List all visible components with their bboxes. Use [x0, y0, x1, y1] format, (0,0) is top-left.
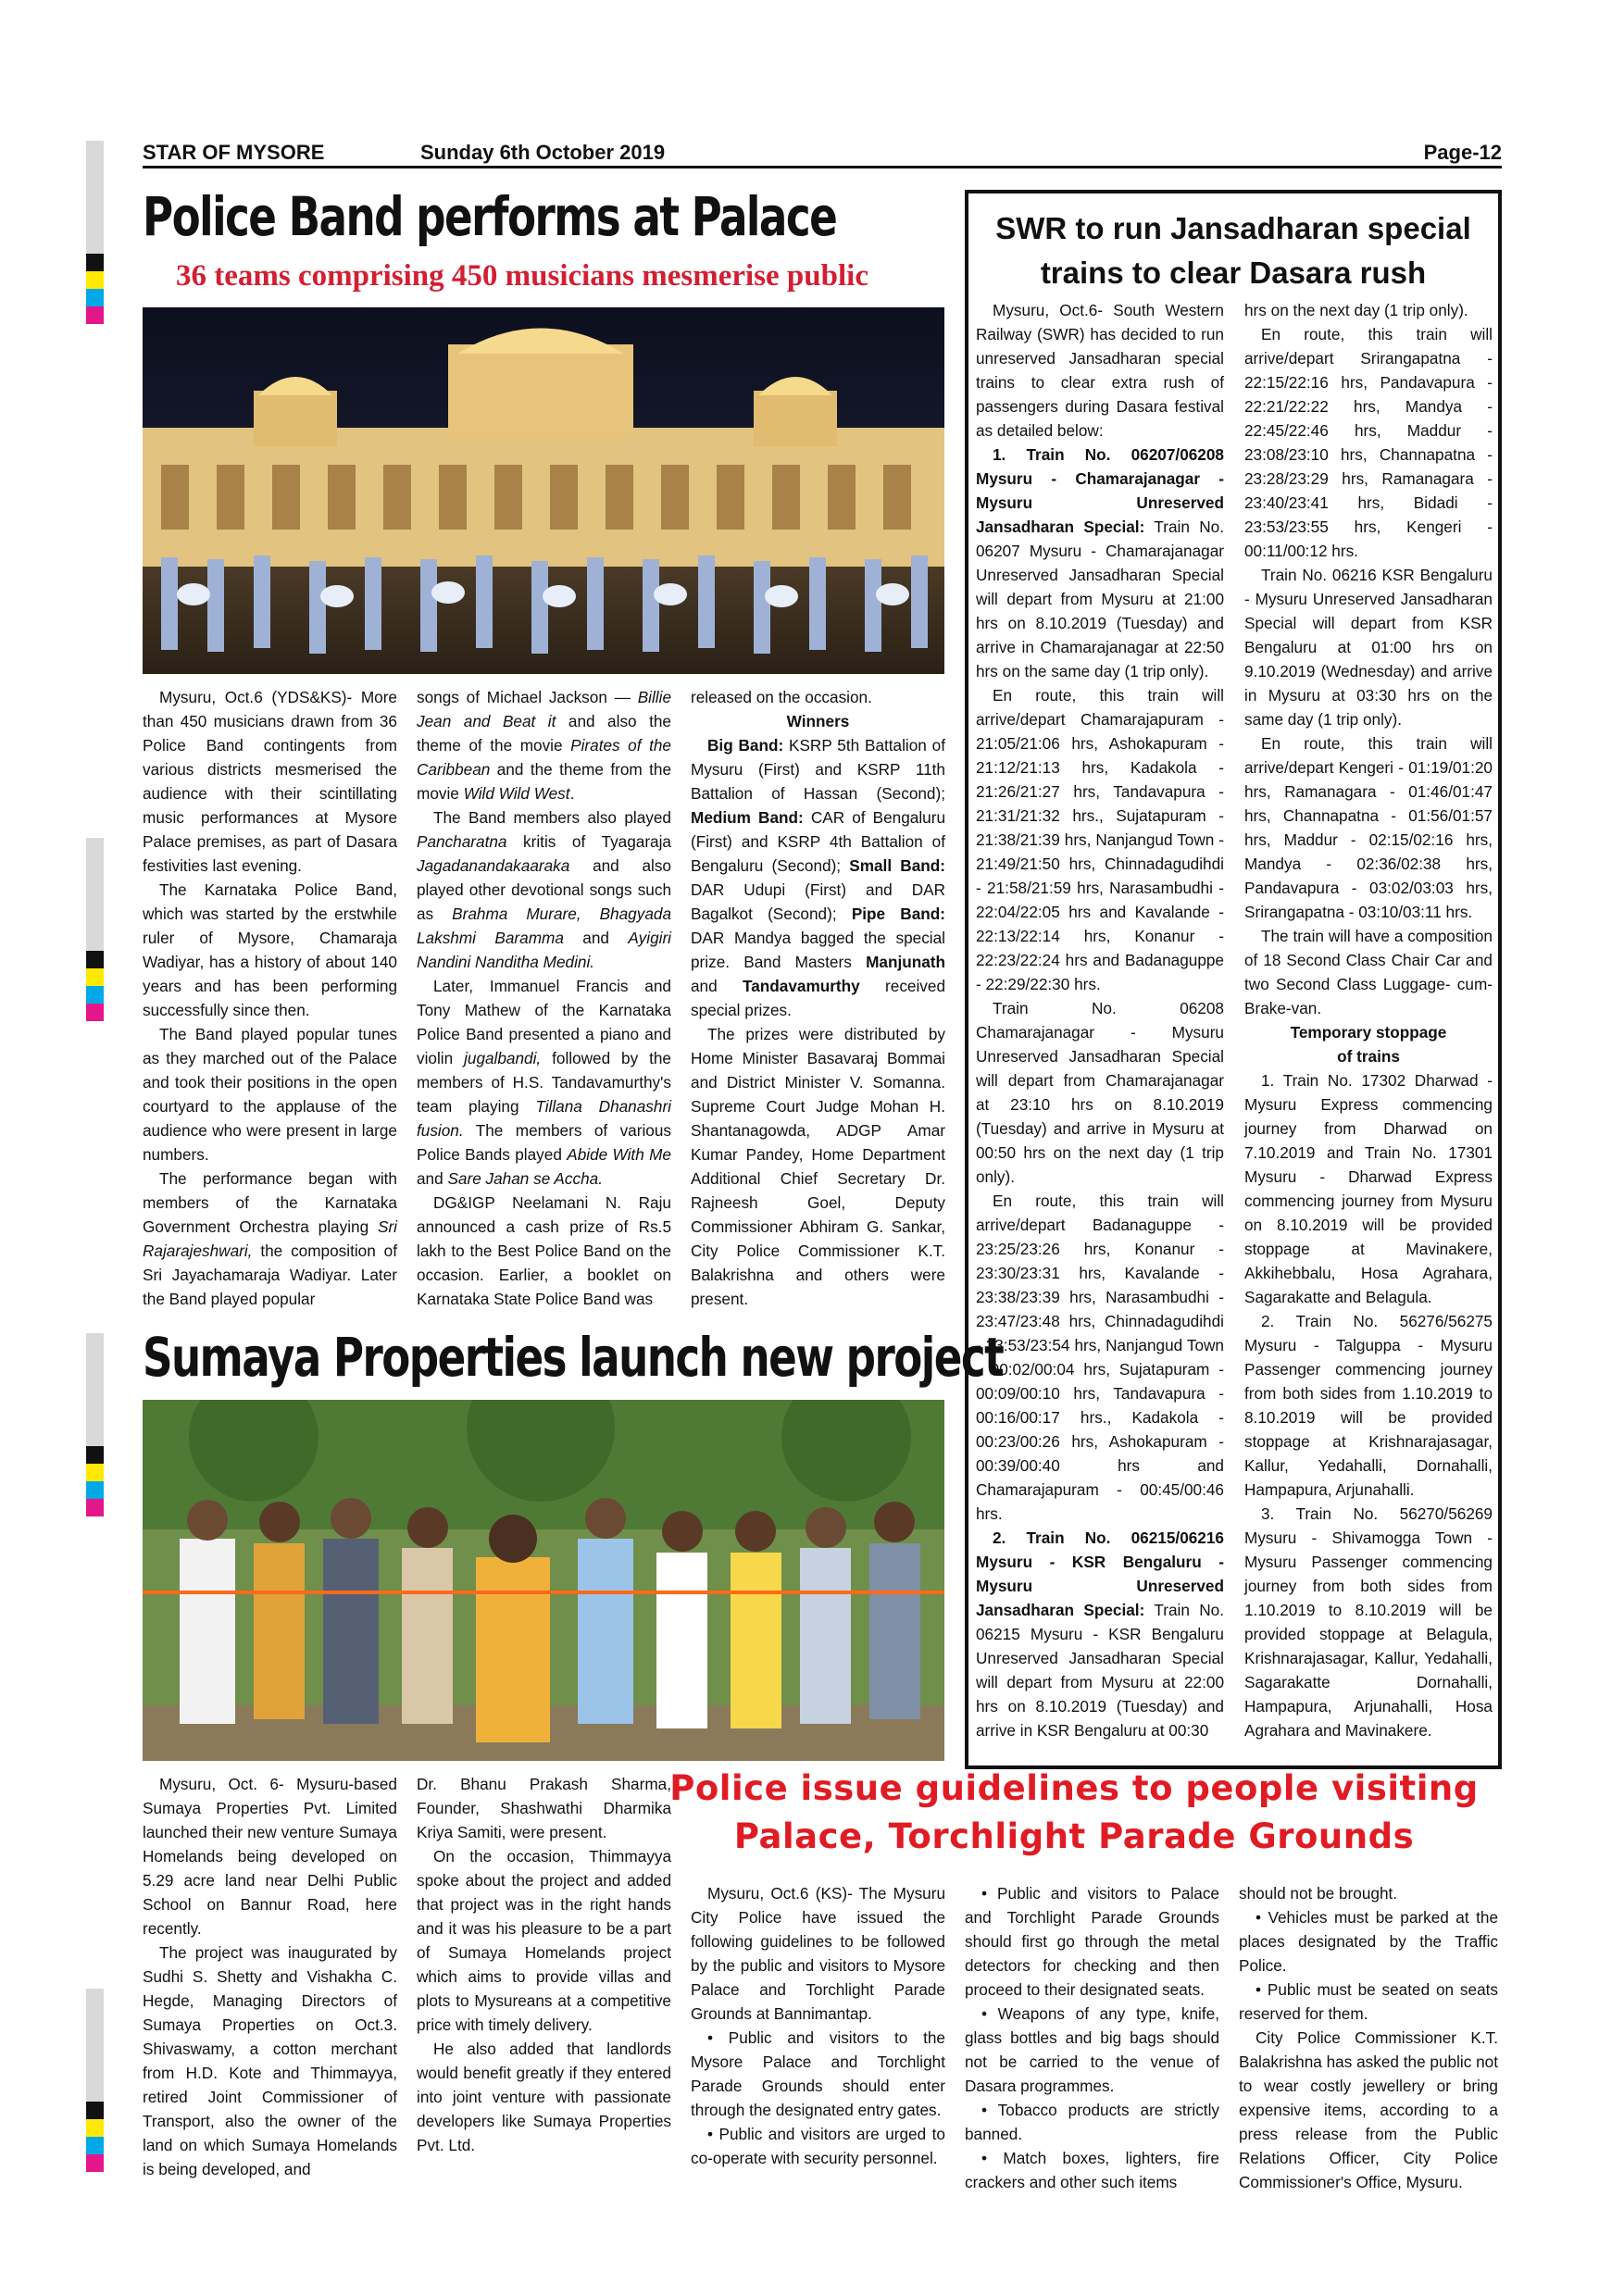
- winners-heading: Winners: [786, 712, 850, 730]
- text-run: The performance began with members of the Karnataka Government Orchestra playing: [143, 1169, 397, 1236]
- sumaya-column-1: [143, 1772, 397, 2181]
- category-label: Medium Band:: [691, 808, 804, 827]
- registration-mark-cyan: [86, 1481, 104, 1499]
- winners-paragraph: [691, 733, 945, 1022]
- text-run: DAR Udupi (First) and DAR Bagalkot (Second);: [691, 880, 945, 923]
- band-master-name: Tandavamurthy: [743, 977, 860, 995]
- guideline-item: • Vehicles must be parked at the places designated by the Traffic Police.: [1239, 1908, 1498, 1975]
- song-title: Tillana Dhanashri fusion.: [417, 1097, 671, 1140]
- sumaya-launch-photo: [143, 1400, 944, 1761]
- section-subheading: of trains: [1337, 1047, 1400, 1066]
- article-paragraph: DG&IGP Neelamani N. Raju announced a cash prize of Rs.5 lakh to the Best Police Band on the occasion. Earlier, a booklet on Karnataka State Police Band was: [417, 1193, 671, 1308]
- text-run: kritis of Tyagaraja: [506, 832, 671, 851]
- palace-band-photo: [143, 307, 944, 674]
- article-paragraph: Mysuru, Oct.6 (YDS&KS)- More than 450 musicians drawn from 36 Police Band contingents from various districts mesmerised the audience with their scintillating music performances at Mysore Palace premises, as part of Dasara festivities last evening.: [143, 688, 397, 875]
- guideline-item: • Public and visitors to the Mysore Palace and Torchlight Parade Grounds should enter through the designated entry gates.: [691, 2028, 945, 2119]
- guideline-item: • Public and visitors to Palace and Torchlight Parade Grounds should first go through the metal detectors for checking and then proceed to their designated seats.: [965, 1884, 1219, 1999]
- article-paragraph: The prizes were distributed by Home Minister Basavaraj Bommai and District Minister V. Somanna. Supreme Court Judge Mohan H. Shantanagowda, ADGP Amar Kumar Pandey, Home Department Additional Chief Secretary Dr. Rajneesh Goel, Deputy Commissioner Abhiram G. Sankar, City Police Commissioner K.T. Balakrishna and others were present.: [691, 1025, 945, 1308]
- registration-mark-yellow: [86, 2119, 104, 2137]
- article-paragraph: 1. Train No. 17302 Dharwad - Mysuru Express commencing journey from Dharwad on 7.10.2019 and Train No. 17301 Mysuru - Dharwad Express commencing journey from Mysuru on 8.10.2019 will be provided stoppage at Mavinakere, Akkihebbalu, Hosa Agrahara, Sagarakatte and Belagula.: [1244, 1071, 1493, 1306]
- article-paragraph: Mysuru, Oct. 6- Mysuru-based Sumaya Properties Pvt. Limited launched their new venture Sumaya Homelands being developed on 5.29 acre land near Delhi Public School on Bannur Road, here recently.: [143, 1775, 397, 1938]
- article-paragraph: The Band played popular tunes as they marched out of the Palace and took their positions in the open courtyard to the applause of the audience who were present in large numbers.: [143, 1025, 397, 1164]
- song-title: Sri Rajarajeshwari,: [143, 1217, 397, 1260]
- text-run: CAR of Bengaluru (First) and KSRP 4th Battalion of Bengaluru (Second);: [691, 808, 946, 875]
- article-paragraph: 2. Train No. 56276/56275 Mysuru - Talguppa - Mysuru Passenger commencing journey from both sides from 1.10.2019 to 8.10.2019 will be provided stoppage at Krishnarajasagar, Kallur, Yedahalli, Dornahalli, Hampapura, Arjunahalli.: [1244, 1312, 1493, 1499]
- train-heading: 2. Train No. 06215/06216 Mysuru - KSR Bengaluru - Mysuru Unreserved Jansadharan Special:: [976, 1529, 1224, 1619]
- band-master-name: Manjunath: [866, 953, 945, 971]
- guidelines-column-1: [691, 1881, 945, 2170]
- article-paragraph: En route, this train will arrive/depart Chamarajapuram - 21:05/21:06 hrs, Ashokapuram - 21:12/21:13 hrs, Kadakola - 21:26/21:27 hrs, Tandavapura - 21:31/21:32 hrs., Sujatapuram - 21:38/21:39 hrs, Nanjangud Town - 21:49/21:50 hrs, Chinnadagudihdi - 21:58/21:59 hrs, Narasambudhi - 22:04/22:05 hrs and Kavalande - 22:13/22:14 hrs, Konanur - 22:23/22:24 hrs and Badanaguppe - 22:29/22:30 hrs.: [976, 686, 1224, 993]
- article-paragraph: [417, 805, 671, 974]
- song-title: Sare Jahan se Accha.: [447, 1169, 603, 1188]
- sumaya-headline: Sumaya Properties launch new project: [143, 1326, 1004, 1389]
- article-paragraph: City Police Commissioner K.T. Balakrishna has asked the public not to wear costly jewellery or bring expensive items, according to a press release from the Public Relations Officer, City Police Commissioner's Office, Mysuru.: [1239, 2028, 1498, 2191]
- article-paragraph: Mysuru, Oct.6 (KS)- The Mysuru City Police have issued the following guidelines to be followed by the public and visitors to Mysore Palace and Torchlight Parade Grounds at Bannimantap.: [691, 1884, 945, 2023]
- registration-bar: [86, 1333, 104, 1446]
- article-paragraph: He also added that landlords would benefit greatly if they entered into joint venture with passionate developers like Sumaya Properties Pvt. Ltd.: [417, 2040, 671, 2154]
- article-paragraph: [976, 443, 1224, 683]
- article-paragraph: 3. Train No. 56270/56269 Mysuru - Shivamogga Town - Mysuru Passenger commencing journey from both sides from 1.10.2019 to 8.10.2019 will be provided stoppage at Belagula, Krishnarajasagar, Kallur, Yedahalli, Sagarakatte Dornahalli, Hampapura, Arjunahalli, Hosa Agrahara and Mavinakere.: [1244, 1504, 1493, 1740]
- police-band-column-2: [417, 685, 671, 1311]
- registration-mark-black: [86, 1446, 104, 1464]
- section-subheading: Temporary stoppage: [1290, 1023, 1447, 1042]
- text-run: DAR Mandya bagged the special prize. Band Masters: [691, 929, 945, 971]
- registration-mark-yellow: [86, 1464, 104, 1481]
- registration-bar: [86, 1989, 104, 2102]
- page-number: Page-12: [1423, 141, 1502, 164]
- song-title: jugalbandi,: [464, 1049, 542, 1067]
- swr-column-2: [1244, 298, 1493, 1742]
- text-run: received special prizes.: [691, 977, 945, 1019]
- movie-title: Pirates of the Caribbean: [417, 736, 671, 779]
- guidelines-column-2: [965, 1881, 1219, 2194]
- text-run: and: [691, 977, 743, 995]
- guideline-item: • Match boxes, lighters, fire crackers and other such items: [965, 2149, 1219, 2191]
- headline-line: trains to clear Dasara rush: [1040, 256, 1427, 290]
- text-run: and the theme from the movie: [417, 760, 671, 803]
- article-paragraph: The project was inaugurated by Sudhi S. Shetty and Vishakha C. Hegde, Managing Directors of Sumaya Properties on Oct.3. Shivaswamy, a cotton merchant from H.D. Kote and Thimmayya, retired Joint Commissioner of Transport, also the owner of the land on which Sumaya Homelands is being developed, and: [143, 1943, 397, 2178]
- song-title: Ayigiri Nandini Nanditha Medini.: [417, 929, 671, 971]
- registration-mark-black: [86, 254, 104, 271]
- headline-line: Palace, Torchlight Parade Grounds: [733, 1816, 1415, 1856]
- text-run: Train No. 06207 Mysuru - Chamarajanagar Unreserved Jansadharan Special will depart from Mysuru at 21:00 hrs on 8.10.2019 (Tuesday) and arrive in Chamarajanagar at 22:50 hrs on the same day (1 trip only).: [976, 518, 1224, 680]
- article-paragraph: should not be brought.: [1239, 1884, 1398, 1903]
- police-band-headline: Police Band performs at Palace: [143, 185, 837, 248]
- article-paragraph: hrs on the next day (1 trip only).: [1244, 301, 1468, 319]
- sumaya-column-2: [417, 1772, 671, 2157]
- guideline-item: • Tobacco products are strictly banned.: [965, 2101, 1219, 2143]
- article-paragraph: En route, this train will arrive/depart Badanaguppe - 23:25/23:26 hrs, Konanur - 23:30/23:31 hrs, Kavalande - 23:38/23:39 hrs, Narasambudhi - 23:47/23:48 hrs, Chinnadagudihdi - 23:53/23:54 hrs, Nanjangud Town - 00:02/00:04 hrs, Sujatapuram - 00:09/00:10 hrs, Tandavapura - 00:16/00:17 hrs., Kadakola - 00:23/00:26 hrs, Ashokapuram - 00:39/00:40 hrs and Chamarajapuram - 00:45/00:46 hrs.: [976, 1192, 1224, 1523]
- article-paragraph: Train No. 06208 Chamarajanagar - Mysuru Unreserved Jansadharan Special will depart from Chamarajanagar at 23:10 hrs on 8.10.2019 (Tuesday) and arrive in Mysuru at 00:50 hrs on the next day (1 trip only).: [976, 999, 1224, 1186]
- song-title: Brahma Murare, Bhagyada Lakshmi Baramma: [417, 905, 671, 947]
- palace-illuminated-image: [143, 307, 944, 674]
- category-label: Pipe Band:: [851, 905, 945, 923]
- text-run: and also the theme of the movie: [417, 712, 671, 755]
- category-label: Big Band:: [707, 736, 784, 755]
- police-band-subhead: 36 teams comprising 450 musicians mesmerise public: [176, 259, 868, 293]
- guideline-item: • Public and visitors are urged to co-operate with security personnel.: [691, 2125, 945, 2167]
- category-label: Small Band:: [849, 856, 945, 875]
- movie-title: Wild Wild West: [463, 784, 570, 803]
- article-paragraph: En route, this train will arrive/depart Kengeri - 01:19/01:20 hrs, Ramanagara - 01:46/01:47 hrs, Channapatna - 01:56/01:57 hrs, Maddur - 02:15/02:16 hrs, Mandya - 02:36/02:38 hrs, Pandavapura - 03:02/03:03 hrs, Srirangapatna - 03:10/03:11 hrs.: [1244, 734, 1493, 921]
- text-run: KSRP 5th Battalion of Mysuru (First) and KSRP 11th Battalion of Hassan (Second);: [691, 736, 945, 803]
- ribbon-cutting-image: [143, 1400, 944, 1761]
- song-title: Pancharatna: [417, 832, 507, 851]
- text-run: and: [563, 929, 629, 947]
- song-title: Billie Jean and Beat it: [417, 688, 671, 730]
- registration-mark-black: [86, 951, 104, 968]
- registration-mark-yellow: [86, 271, 104, 289]
- registration-mark-magenta: [86, 306, 104, 324]
- registration-mark-cyan: [86, 2137, 104, 2154]
- guideline-item: • Public must be seated on seats reserved for them.: [1239, 1980, 1498, 2023]
- article-paragraph: [976, 1526, 1224, 1742]
- registration-mark-magenta: [86, 1004, 104, 1021]
- article-paragraph: On the occasion, Thimmayya spoke about the project and added that project was in the right hands and it was his pleasure to be a part of Sumaya Homelands project which aims to provide villas and plots to Mysureans at a competitive price with timely delivery.: [417, 1847, 671, 2034]
- text-run: and: [417, 1169, 448, 1188]
- registration-mark-magenta: [86, 2154, 104, 2172]
- text-run: The members of various Police Bands played: [417, 1121, 671, 1164]
- guidelines-headline: [648, 1765, 1500, 1861]
- article-paragraph: Mysuru, Oct.6- South Western Railway (SWR) has decided to run unreserved Jansadharan special trains to clear extra rush of passengers during Dasara festival as detailed below:: [976, 301, 1224, 440]
- headline-line: Police issue guidelines to people visiting: [669, 1768, 1479, 1808]
- text-run: the composition of Sri Jayachamaraja Wadiyar. Later the Band played popular: [143, 1242, 397, 1308]
- text-run: songs of Michael Jackson —: [417, 688, 638, 706]
- police-band-column-1: [143, 685, 397, 1311]
- registration-mark-black: [86, 2102, 104, 2119]
- swr-headline: [968, 206, 1498, 295]
- article-paragraph: The Karnataka Police Band, which was started by the erstwhile ruler of Mysore, Chamaraja Wadiyar, has a history of about 140 years and has been performing successfully since then.: [143, 880, 397, 1019]
- text-run: The Band members also played: [433, 808, 671, 827]
- page-header: [143, 141, 1502, 168]
- police-band-column-3: [691, 685, 945, 1311]
- registration-bar: [86, 838, 104, 951]
- text-run: .: [569, 784, 575, 803]
- registration-mark-cyan: [86, 986, 104, 1004]
- headline-line: SWR to run Jansadharan special: [995, 211, 1471, 245]
- swr-column-1: [976, 298, 1224, 1742]
- issue-date: Sunday 6th October 2019: [420, 141, 666, 164]
- masthead: STAR OF MYSORE: [143, 141, 325, 164]
- registration-mark-cyan: [86, 289, 104, 306]
- guideline-item: • Weapons of any type, knife, glass bottles and big bags should not be carried to the venue of Dasara programmes.: [965, 2004, 1219, 2095]
- song-title: Jagadanandakaaraka: [417, 856, 570, 875]
- registration-mark-yellow: [86, 968, 104, 986]
- text-run: followed by the members of H.S. Tandavamurthy's team playing: [417, 1049, 671, 1116]
- article-paragraph: The train will have a composition of 18 Second Class Chair Car and two Second Class Luggage- cum-Brake-van.: [1244, 927, 1493, 1017]
- article-paragraph: [417, 685, 671, 805]
- text-run: and also played other devotional songs such as: [417, 856, 671, 923]
- article-paragraph: released on the occasion.: [691, 688, 872, 706]
- article-paragraph: En route, this train will arrive/depart Srirangapatna - 22:15/22:16 hrs, Pandavapura - 22:21/22:22 hrs, Mandya - 22:45/22:46 hrs, Maddur - 23:08/23:10 hrs, Channapatna - 23:28/23:29 hrs, Ramanagara - 23:40/23:41 hrs, Bidadi - 23:53/23:55 hrs, Kengeri - 00:11/00:12 hrs.: [1244, 325, 1493, 560]
- registration-bar: [86, 141, 104, 254]
- registration-mark-magenta: [86, 1499, 104, 1516]
- article-paragraph: Dr. Bhanu Prakash Sharma, Founder, Shashwathi Dharmika Kriya Samiti, were present.: [417, 1775, 671, 1841]
- song-title: Abide With Me: [567, 1145, 671, 1164]
- text-run: Train No. 06215 Mysuru - KSR Bengaluru Unreserved Jansadharan Special will depart from Mysuru at 22:00 hrs on 8.10.2019 (Tuesday) and arrive in KSR Bengaluru at 00:30: [976, 1601, 1224, 1740]
- article-paragraph: [417, 974, 671, 1191]
- text-run: Later, Immanuel Francis and Tony Mathew of the Karnataka Police Band presented a piano and violin: [417, 977, 671, 1067]
- guidelines-column-3: [1239, 1881, 1498, 2194]
- article-paragraph: Train No. 06216 KSR Bengaluru - Mysuru Unreserved Jansadharan Special will depart from KSR Bengaluru at 01:00 hrs on 9.10.2019 (Wednesday) and arrive in Mysuru at 03:30 hrs on the same day (1 trip only).: [1244, 566, 1493, 729]
- article-paragraph: [143, 1167, 397, 1311]
- train-heading: 1. Train No. 06207/06208 Mysuru - Chamarajanagar - Mysuru Unreserved Jansadharan Special:: [976, 445, 1224, 536]
